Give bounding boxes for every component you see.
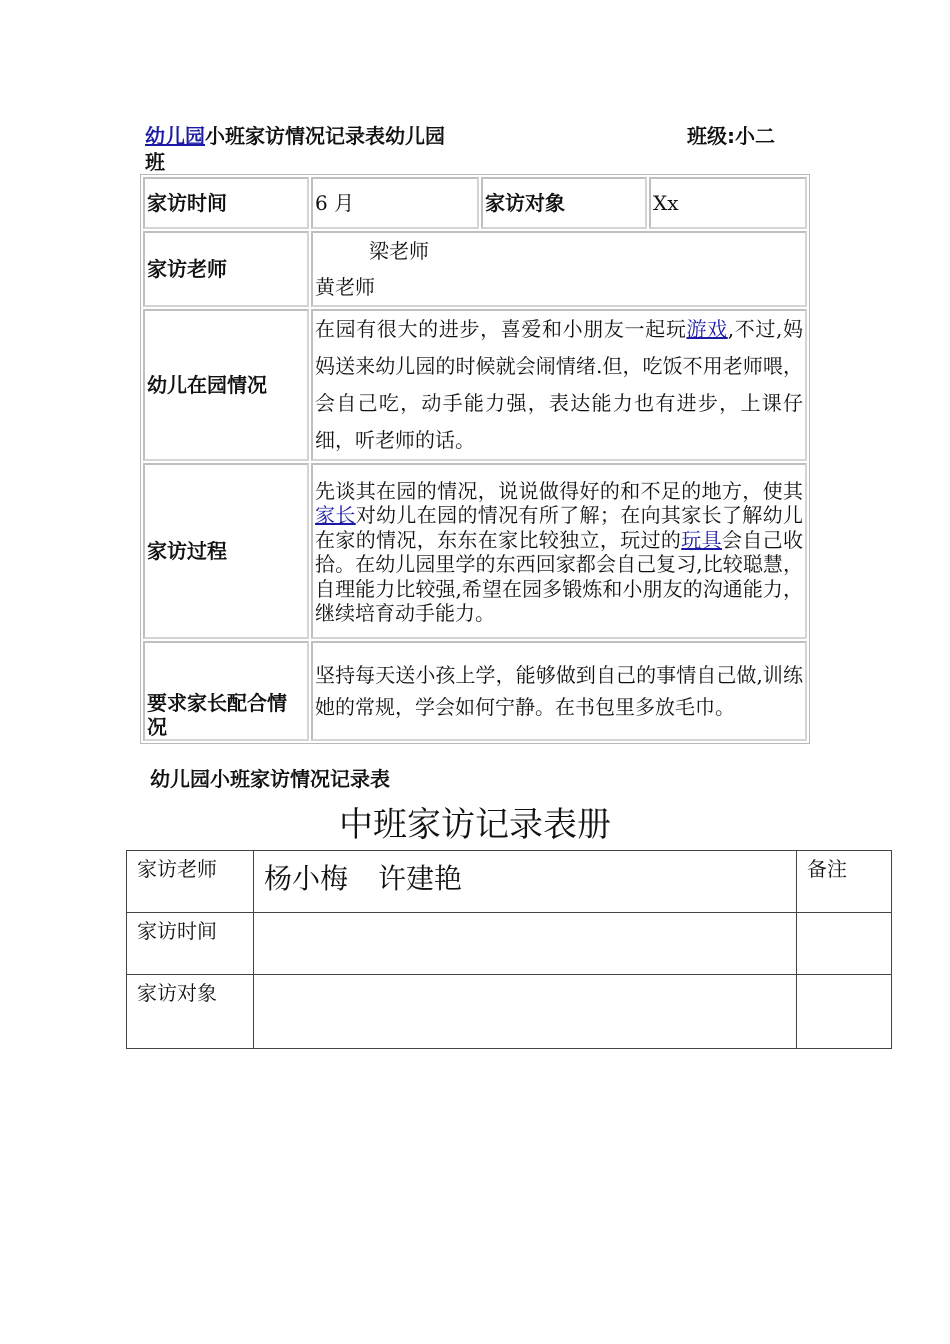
document-title: 小班家访情况记录表幼儿园 bbox=[205, 124, 445, 148]
teacher-name-2: 黄老师 bbox=[315, 275, 375, 299]
document-header bbox=[145, 122, 805, 174]
table-row bbox=[143, 177, 807, 229]
visit-target-value: Xx bbox=[649, 177, 807, 229]
table-row bbox=[127, 851, 892, 913]
parent-cooperation-label: 要求家长配合情况 bbox=[143, 641, 309, 741]
visit-target-label: 家访对象 bbox=[481, 177, 647, 229]
register-time-value bbox=[254, 913, 797, 975]
register-time-note bbox=[797, 913, 892, 975]
table-row bbox=[127, 975, 892, 1049]
mid-title: 中班家访记录表册 bbox=[339, 805, 611, 845]
register-target-note bbox=[797, 975, 892, 1049]
table-row bbox=[127, 913, 892, 975]
subtitle: 幼儿园小班家访情况记录表 bbox=[150, 767, 390, 791]
teacher-cell bbox=[311, 231, 807, 307]
process-text: 先谈其在园的情况，说说做得好的和不足的地方，使其家长对幼儿在园的情况有所了解；在向其家长了解幼儿在家的情况，东东在家比较独立，玩过的玩具会自己收拾。在幼儿园里学的东西回家都会自己复习,比较聪慧，自理能力比较强,希望在园多锻炼和小朋友的沟通能力，继续培育动手能力。 bbox=[311, 463, 807, 639]
class-label: 班级:小二 bbox=[687, 124, 775, 148]
table-row bbox=[143, 641, 807, 741]
table-row bbox=[143, 309, 807, 461]
visit-time-label: 家访时间 bbox=[143, 177, 309, 229]
register-teacher-value: 杨小梅 许建艳 bbox=[254, 851, 797, 913]
parent-cooperation-text: 坚持每天送小孩上学，能够做到自己的事情自己做,训练她的常规，学会如何宁静。在书包里多放毛巾。 bbox=[311, 641, 807, 741]
table-row bbox=[143, 463, 807, 639]
link-games[interactable]: 游戏 bbox=[686, 317, 728, 341]
link-toys[interactable]: 玩具 bbox=[681, 527, 722, 552]
register-time-label: 家访时间 bbox=[127, 913, 254, 975]
school-situation-text: 在园有很大的进步，喜爱和小朋友一起玩游戏,不过,妈 妈送来幼儿园的时候就会闹情绪.但，吃饭不用老师喂，会自己吃，动手能力强，表达能力也有进步，上课仔细，听老师的话。 bbox=[311, 309, 807, 461]
title-link-kindergarten[interactable]: 幼儿园 bbox=[145, 124, 205, 148]
register-teacher-label: 家访老师 bbox=[127, 851, 254, 913]
class-label-wrap: 班 bbox=[145, 150, 165, 174]
teacher-name-1: 梁老师 bbox=[369, 239, 429, 263]
home-visit-table bbox=[140, 174, 810, 744]
visit-time-value: 6 月 bbox=[311, 177, 479, 229]
teacher-label: 家访老师 bbox=[143, 231, 309, 307]
school-situation-label: 幼儿在园情况 bbox=[143, 309, 309, 461]
link-parents[interactable]: 家长 bbox=[315, 503, 356, 527]
register-target-value bbox=[254, 975, 797, 1049]
home-visit-register-table bbox=[126, 850, 892, 1049]
register-target-label: 家访对象 bbox=[127, 975, 254, 1049]
table-row bbox=[143, 231, 807, 307]
register-note-label: 备注 bbox=[797, 851, 892, 913]
process-label: 家访过程 bbox=[143, 463, 309, 639]
